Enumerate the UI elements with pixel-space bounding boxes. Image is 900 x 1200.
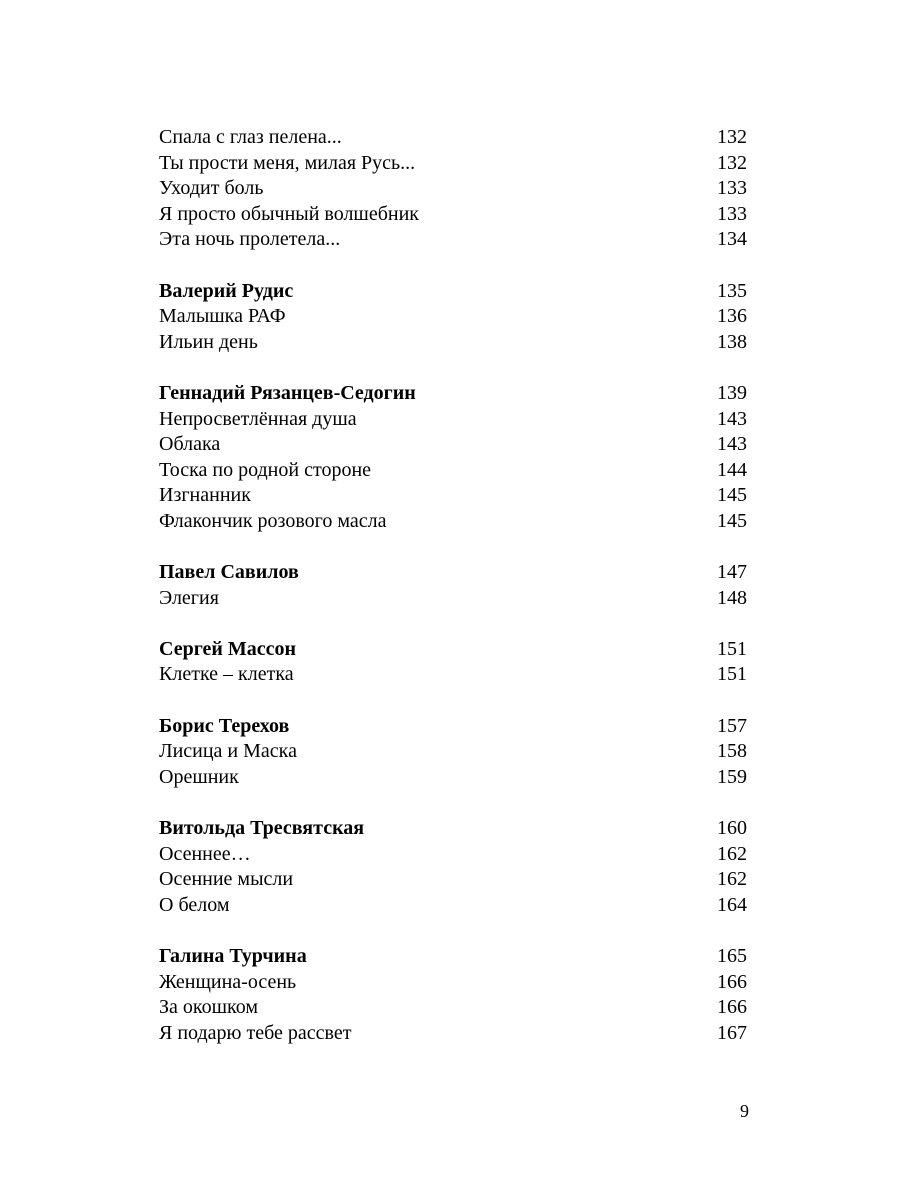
toc-author-name: Геннадий Рязанцев-Седогин xyxy=(159,381,416,404)
toc-page-number: 167 xyxy=(717,1021,747,1044)
toc-page-number: 162 xyxy=(717,868,747,891)
toc-entry-title: Осеннее… xyxy=(159,842,251,865)
toc-entry-title: Я просто обычный волшебник xyxy=(159,202,420,225)
toc-entry-row xyxy=(159,330,747,356)
toc-entry-row xyxy=(159,125,747,151)
toc-entry-row xyxy=(159,458,747,484)
toc-page-number: 145 xyxy=(717,484,747,507)
toc-page-number: 159 xyxy=(717,765,747,788)
toc-page-number: 165 xyxy=(717,945,747,967)
toc-page-number: 162 xyxy=(717,842,747,865)
toc-page-number: 133 xyxy=(717,177,747,200)
toc-page-number: 139 xyxy=(717,381,747,404)
toc-entry-title: Уходит боль xyxy=(159,177,264,200)
toc-entry-title: Осенние мысли xyxy=(159,868,294,891)
toc-author-row xyxy=(159,714,747,740)
toc-entry-row xyxy=(159,432,747,458)
toc-entry-title: Изгнанник xyxy=(159,484,251,507)
toc-entry-title: О белом xyxy=(159,893,230,916)
toc-entry-title: Флакончик розового масла xyxy=(159,509,387,532)
section-gap xyxy=(159,611,747,637)
section-gap xyxy=(159,688,747,714)
toc-entry-row xyxy=(159,586,747,612)
toc-page-number: 133 xyxy=(717,202,747,225)
toc-page-number: 136 xyxy=(717,305,747,328)
toc-page-number: 157 xyxy=(717,714,747,737)
toc-entry-title: Ты прости меня, милая Русь... xyxy=(159,151,416,174)
toc-entry-row xyxy=(159,304,747,330)
toc-entry-row xyxy=(159,1021,747,1047)
toc-page-number: 160 xyxy=(717,817,747,840)
toc-author-name: Галина Турчина xyxy=(159,945,307,967)
toc-entry-title: Элегия xyxy=(159,586,219,609)
toc-author-name: Валерий Рудис xyxy=(159,279,294,302)
toc-author-row xyxy=(159,560,747,586)
section-gap xyxy=(159,253,747,279)
toc-page-number: 158 xyxy=(717,740,747,763)
toc-entry-row xyxy=(159,765,747,791)
toc-page-number: 166 xyxy=(717,996,747,1019)
toc-author-row xyxy=(159,637,747,663)
toc-page-number: 147 xyxy=(717,561,747,584)
toc-entry-title: Ильин день xyxy=(159,330,258,353)
toc-entry-row xyxy=(159,509,747,535)
toc-entry-row xyxy=(159,202,747,228)
toc-entry-row xyxy=(159,970,747,996)
toc-entry-title: Я подарю тебе рассвет xyxy=(159,1021,352,1044)
toc-entry-row xyxy=(159,739,747,765)
toc-page-number: 144 xyxy=(717,458,747,481)
toc-entry-row xyxy=(159,893,747,919)
toc-entry-row xyxy=(159,662,747,688)
toc-page-number: 138 xyxy=(717,330,747,353)
section-gap xyxy=(159,790,747,816)
section-gap xyxy=(159,355,747,381)
toc-page-number: 145 xyxy=(717,509,747,532)
table-of-contents xyxy=(159,125,747,1046)
section-gap xyxy=(159,535,747,561)
toc-author-row xyxy=(159,279,747,305)
toc-author-row xyxy=(159,381,747,407)
toc-page-number: 151 xyxy=(717,637,747,660)
toc-author-name: Витольда Тресвятская xyxy=(159,817,365,840)
section-gap xyxy=(159,918,747,944)
toc-page-number: 143 xyxy=(717,433,747,456)
toc-entry-row xyxy=(159,483,747,509)
toc-entry-title: Облака xyxy=(159,433,221,456)
toc-page-number: 164 xyxy=(717,893,747,916)
toc-page-number: 132 xyxy=(717,151,747,174)
toc-author-name: Сергей Массон xyxy=(159,637,297,660)
toc-entry-row xyxy=(159,842,747,868)
toc-entry-title: Непросветлённая душа xyxy=(159,407,357,430)
toc-page-number: 166 xyxy=(717,970,747,993)
toc-page-number: 143 xyxy=(717,407,747,430)
toc-entry-row xyxy=(159,867,747,893)
toc-page-number: 134 xyxy=(717,228,747,251)
toc-page-number: 132 xyxy=(717,126,747,148)
toc-entry-row xyxy=(159,227,747,253)
toc-entry-title: Тоска по родной стороне xyxy=(159,458,372,481)
toc-entry-title: Малышка РАФ xyxy=(159,305,286,328)
toc-entry-title: Лисица и Маска xyxy=(159,740,297,763)
page-number: 9 xyxy=(740,1101,749,1121)
toc-entry-title: Эта ночь пролетела... xyxy=(159,228,341,251)
toc-page-number: 148 xyxy=(717,586,747,609)
toc-author-name: Павел Савилов xyxy=(159,561,299,584)
toc-entry-title: Женщина-осень xyxy=(159,970,297,993)
toc-author-name: Борис Терехов xyxy=(159,714,290,737)
toc-entry-title: Клетке – клетка xyxy=(159,663,294,686)
toc-entry-title: Орешник xyxy=(159,765,239,788)
toc-entry-row xyxy=(159,407,747,433)
toc-entry-row xyxy=(159,176,747,202)
toc-page-number: 135 xyxy=(717,279,747,302)
toc-entry-row xyxy=(159,151,747,177)
toc-entry-row xyxy=(159,995,747,1021)
toc-page-number: 151 xyxy=(717,663,747,686)
toc-author-row xyxy=(159,816,747,842)
toc-entry-title: За окошком xyxy=(159,996,258,1019)
toc-entry-title: Спала с глаз пелена... xyxy=(159,126,342,148)
toc-author-row xyxy=(159,944,747,970)
